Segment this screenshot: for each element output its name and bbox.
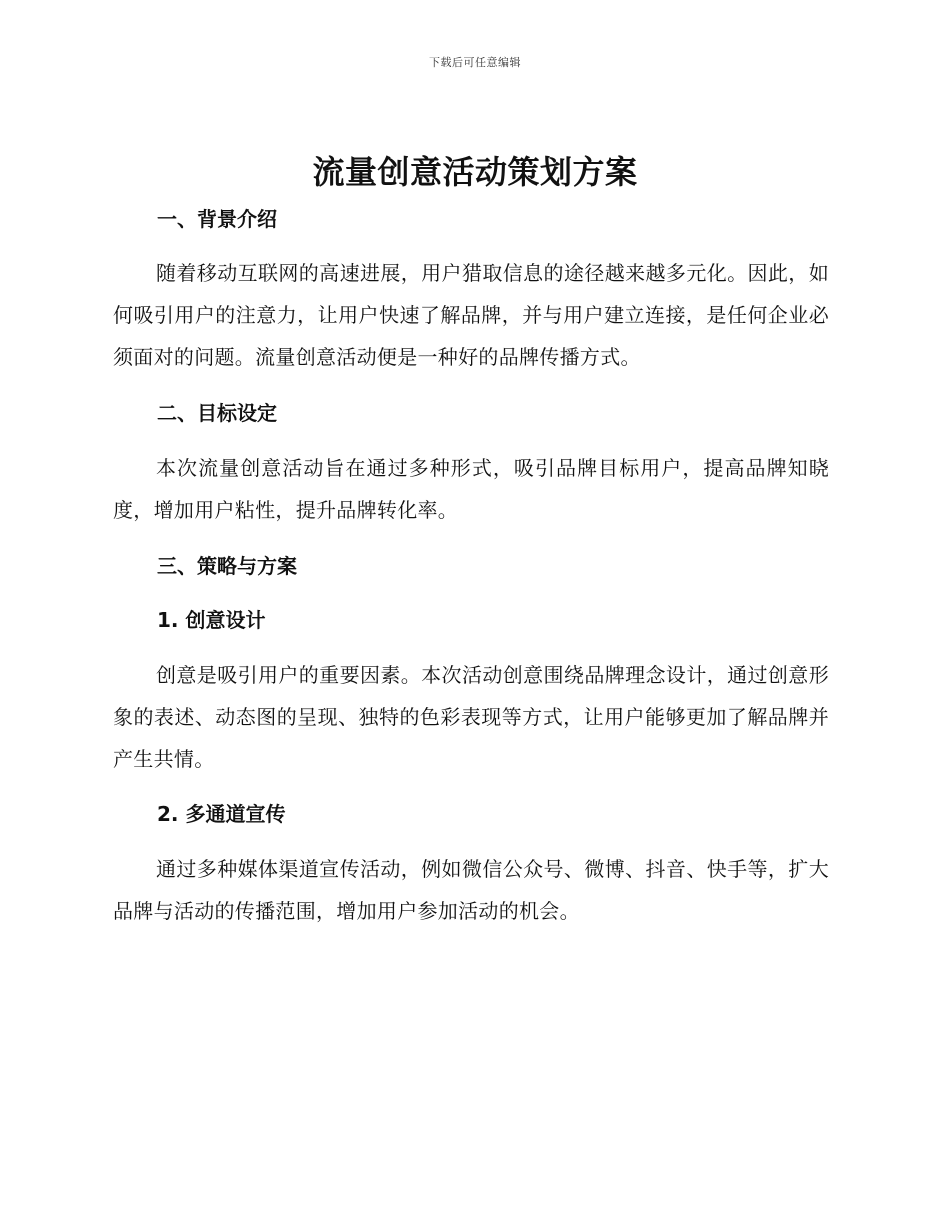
document-title: 流量创意活动策划方案 bbox=[312, 153, 638, 191]
section-heading-strategy: 三、策略与方案 bbox=[157, 554, 297, 578]
section-heading-background: 一、背景介绍 bbox=[157, 207, 277, 231]
subsection-heading-multichannel: 2. 多通道宣传 bbox=[157, 802, 286, 826]
paragraph-multichannel: 通过多种媒体渠道宣传活动，例如微信公众号、微博、抖音、快手等，扩大品牌与活动的传播范围，增加用户参加活动的机会。 bbox=[113, 857, 829, 923]
header-note: 下载后可任意编辑 bbox=[429, 56, 521, 69]
paragraph-creative-design: 创意是吸引用户的重要因素。本次活动创意围绕品牌理念设计，通过创意形象的表述、动态图的呈现、独特的色彩表现等方式，让用户能够更加了解品牌并产生共情。 bbox=[113, 663, 829, 771]
paragraph-background: 随着移动互联网的高速进展，用户猎取信息的途径越来越多元化。因此，如何吸引用户的注意力，让用户快速了解品牌，并与用户建立连接，是任何企业必须面对的问题。流量创意活动便是一种好的品牌传播方式。 bbox=[113, 261, 829, 369]
section-heading-goals: 二、目标设定 bbox=[157, 401, 277, 425]
subsection-heading-creative-design: 1. 创意设计 bbox=[157, 608, 266, 632]
paragraph-goals: 本次流量创意活动旨在通过多种形式，吸引品牌目标用户，提高品牌知晓度，增加用户粘性，提升品牌转化率。 bbox=[113, 456, 829, 522]
